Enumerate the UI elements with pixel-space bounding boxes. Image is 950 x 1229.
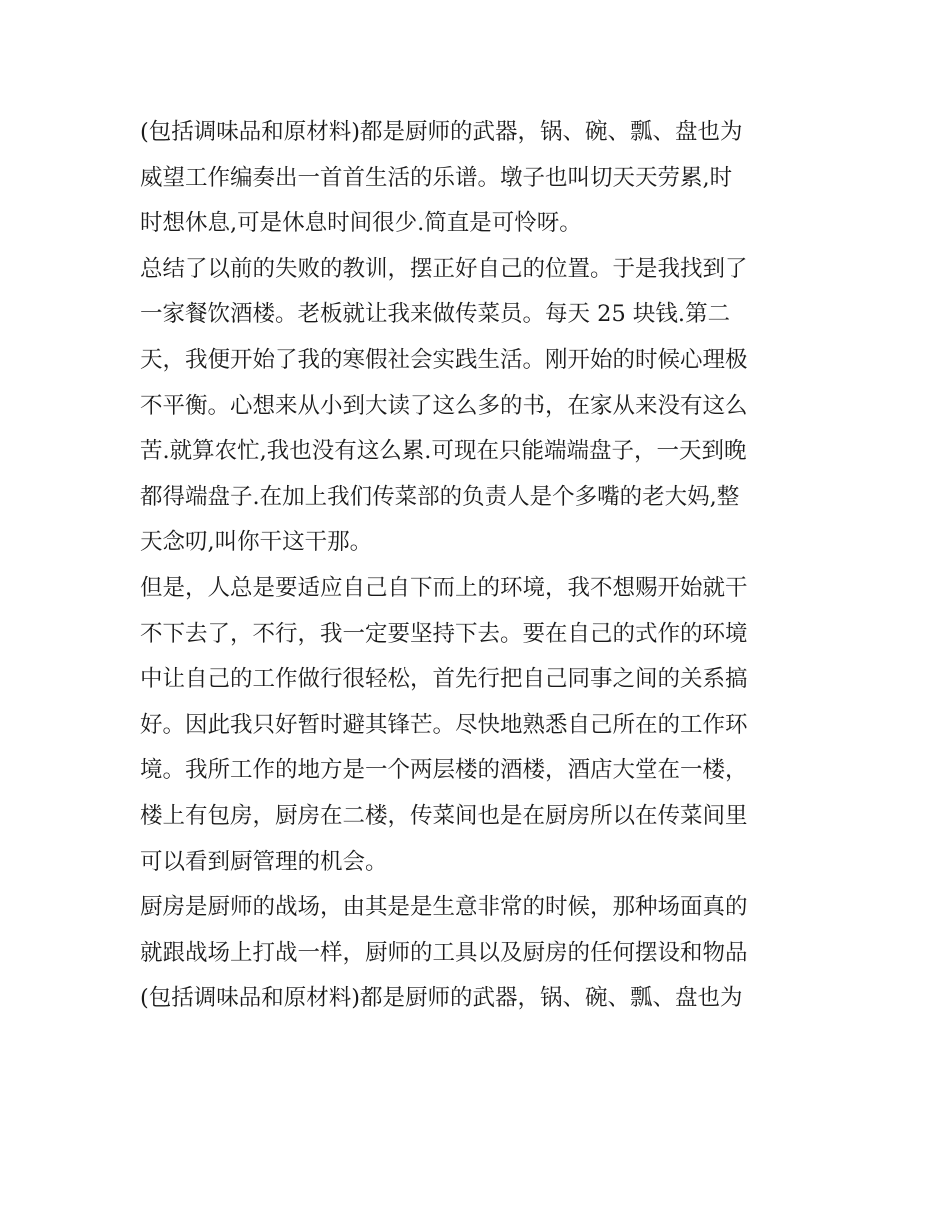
text-line: 境。我所工作的地方是一个两层楼的酒楼，酒店大堂在一楼， [140, 757, 748, 784]
text-line: 可以看到厨管理的机会。 [140, 848, 388, 875]
document-body [140, 110, 820, 1022]
text-line: 一家餐饮酒楼。老板就让我来做传菜员。每天 25 块钱.第二 [140, 301, 731, 328]
text-line: 中让自己的工作做行很轻松，首先行把自己同事之间的关系搞 [140, 666, 748, 693]
text-line: (包括调味品和原材料)都是厨师的武器，锅、碗、瓢、盘也为 [140, 985, 743, 1012]
text-line: 不平衡。心想来从小到大读了这么多的书，在家从来没有这么 [140, 392, 748, 419]
text-line: 就跟战场上打战一样，厨师的工具以及厨房的任何摆设和物品 [140, 939, 748, 966]
paragraph [140, 885, 820, 1022]
text-line: 总结了以前的失败的教训，摆正好自己的位置。于是我找到了 [140, 255, 748, 282]
text-line: 好。因此我只好暂时避其锋芒。尽快地熟悉自己所在的工作环 [140, 711, 748, 738]
paragraph [140, 110, 820, 247]
paragraph [140, 566, 820, 885]
text-line: 威望工作编奏出一首首生活的乐谱。墩子也叫切天天劳累,时 [140, 164, 733, 191]
text-line: 但是，人总是要适应自己自下而上的环境，我不想赐开始就干 [140, 574, 748, 601]
text-line: 天念叨,叫你干这干那。 [140, 529, 373, 556]
text-line: 天，我便开始了我的寒假社会实践生活。刚开始的时候心理极 [140, 346, 748, 373]
text-line: 不下去了，不行，我一定要坚持下去。要在自己的式作的环境 [140, 620, 748, 647]
text-line: 苦.就算农忙,我也没有这么累.可现在只能端端盘子，一天到晚 [140, 438, 747, 465]
text-line: 时想休息,可是休息时间很少.简直是可怜呀。 [140, 210, 582, 237]
text-line: (包括调味品和原材料)都是厨师的武器，锅、碗、瓢、盘也为 [140, 119, 743, 145]
text-line: 都得端盘子.在加上我们传菜部的负责人是个多嘴的老大妈,整 [140, 483, 740, 510]
text-line: 楼上有包房，厨房在二楼，传菜间也是在厨房所以在传菜间里 [140, 802, 748, 829]
text-line: 厨房是厨师的战场，由其是是生意非常的时候，那种场面真的 [140, 894, 748, 921]
paragraph [140, 247, 820, 566]
